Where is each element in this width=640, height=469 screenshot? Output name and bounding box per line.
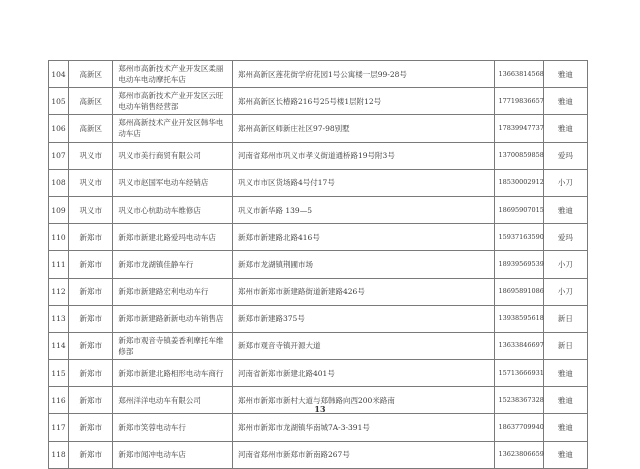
brand-cell: 雅迪 [543,360,587,387]
address-cell: 新郑市观音寺镇开源大道 [233,332,495,359]
table-row [49,332,588,359]
district-cell: 巩义市 [69,196,113,223]
address-cell: 河南省郑州市新郑市新南路267号 [233,441,495,468]
district-cell: 新郑市 [69,305,113,332]
store-name-cell: 新郑市闻冲电动车店 [113,441,233,468]
table-row [49,196,588,223]
table-row [49,88,588,115]
store-name-cell: 新郑市新建北路爱玛电动车店 [113,224,233,251]
address-cell: 郑州市新郑市龙湖镇华南城7A-3-391号 [233,414,495,441]
district-cell: 新郑市 [69,278,113,305]
address-cell: 郑州高新区长椿路216号25号楼1层附12号 [233,88,495,115]
brand-cell: 爱玛 [543,142,587,169]
phone-cell: 15937163590 [495,224,543,251]
row-number-cell: 111 [49,251,69,278]
store-name-cell: 新郑市笑蓉电动车行 [113,414,233,441]
table-row [49,169,588,196]
brand-cell: 爱玛 [543,224,587,251]
row-number-cell: 115 [49,360,69,387]
table-row [49,224,588,251]
brand-cell: 雅迪 [543,387,587,414]
phone-cell: 18530002912 [495,169,543,196]
address-cell: 河南省郑州市巩义市孝义街道通桥路19号附3号 [233,142,495,169]
row-number-cell: 118 [49,441,69,468]
phone-cell: 13633846697 [495,332,543,359]
store-name-cell: 新郑市新建北路相形电动车商行 [113,360,233,387]
district-cell: 巩义市 [69,142,113,169]
phone-cell: 15238367328 [495,387,543,414]
brand-cell: 雅迪 [543,115,587,142]
brand-cell: 雅迪 [543,441,587,468]
phone-cell: 18695907015 [495,196,543,223]
phone-cell: 18695891086 [495,278,543,305]
district-cell: 新郑市 [69,360,113,387]
table-row [49,414,588,441]
row-number-cell: 110 [49,224,69,251]
store-name-cell: 郑州市高新技术产业开发区柔丽电动车电动摩托车店 [113,61,233,88]
table-row [49,115,588,142]
phone-cell: 13663814568 [495,61,543,88]
district-cell: 高新区 [69,115,113,142]
district-cell: 高新区 [69,61,113,88]
address-cell: 新郑市新建路375号 [233,305,495,332]
address-cell: 河南省新郑市新建北路401号 [233,360,495,387]
address-cell: 巩义市新华路 139—5 [233,196,495,223]
address-cell: 郑州市新郑市新建路街道新建路426号 [233,278,495,305]
address-cell: 新郑市新建路北路416号 [233,224,495,251]
address-cell: 新郑市龙湖镇荆圃市场 [233,251,495,278]
store-name-cell: 新郑市龙湖镇佳静车行 [113,251,233,278]
store-name-cell: 新郑市新建路宏利电动车行 [113,278,233,305]
phone-cell: 13700859858 [495,142,543,169]
row-number-cell: 116 [49,387,69,414]
phone-cell: 15713666931 [495,360,543,387]
brand-cell: 雅迪 [543,196,587,223]
phone-cell: 18939569539 [495,251,543,278]
phone-cell: 17719836657 [495,88,543,115]
brand-cell: 雅迪 [543,414,587,441]
address-cell: 郑州市新郑市新村大道与郑韩路向西200米路南 [233,387,495,414]
address-cell: 巩义市市区货场路4号付17号 [233,169,495,196]
table-row [49,61,588,88]
row-number-cell: 117 [49,414,69,441]
brand-cell: 新日 [543,332,587,359]
district-cell: 新郑市 [69,414,113,441]
address-cell: 郑州高新区莲花街学府花园1号公寓楼一层99-28号 [233,61,495,88]
table-row [49,305,588,332]
district-cell: 新郑市 [69,441,113,468]
phone-cell: 17839947737 [495,115,543,142]
store-name-cell: 郑州洋洋电动车有限公司 [113,387,233,414]
address-cell: 郑州高新区师新庄社区97-98别墅 [233,115,495,142]
page-number: 13 [314,404,326,414]
table-row [49,251,588,278]
row-number-cell: 108 [49,169,69,196]
row-number-cell: 107 [49,142,69,169]
table-row [49,142,588,169]
district-cell: 新郑市 [69,332,113,359]
brand-cell: 新日 [543,305,587,332]
district-cell: 高新区 [69,88,113,115]
table-row [49,278,588,305]
store-name-cell: 郑州市高新技术产业开发区云旺电动车销售经营部 [113,88,233,115]
brand-cell: 雅迪 [543,61,587,88]
store-name-cell: 郑州高新技术产业开发区韩华电动车店 [113,115,233,142]
table-row [49,441,588,468]
row-number-cell: 104 [49,61,69,88]
district-cell: 新郑市 [69,224,113,251]
row-number-cell: 109 [49,196,69,223]
district-cell: 新郑市 [69,387,113,414]
store-name-cell: 巩义市心杭助动车维修店 [113,196,233,223]
row-number-cell: 106 [49,115,69,142]
district-cell: 新郑市 [69,251,113,278]
row-number-cell: 113 [49,305,69,332]
phone-cell: 13938595618 [495,305,543,332]
phone-cell: 13623806659 [495,441,543,468]
store-name-cell: 巩义市美行商贸有限公司 [113,142,233,169]
store-name-cell: 新郑市新建路新新电动车销售店 [113,305,233,332]
store-name-cell: 巩义市赵国军电动车经销店 [113,169,233,196]
row-number-cell: 112 [49,278,69,305]
brand-cell: 小刀 [543,278,587,305]
district-cell: 巩义市 [69,169,113,196]
row-number-cell: 105 [49,88,69,115]
brand-cell: 小刀 [543,169,587,196]
store-name-cell: 新郑市观音寺镇姜香利摩托车维修部 [113,332,233,359]
brand-cell: 小刀 [543,251,587,278]
table-row [49,360,588,387]
row-number-cell: 114 [49,332,69,359]
phone-cell: 18637709940 [495,414,543,441]
brand-cell: 雅迪 [543,88,587,115]
